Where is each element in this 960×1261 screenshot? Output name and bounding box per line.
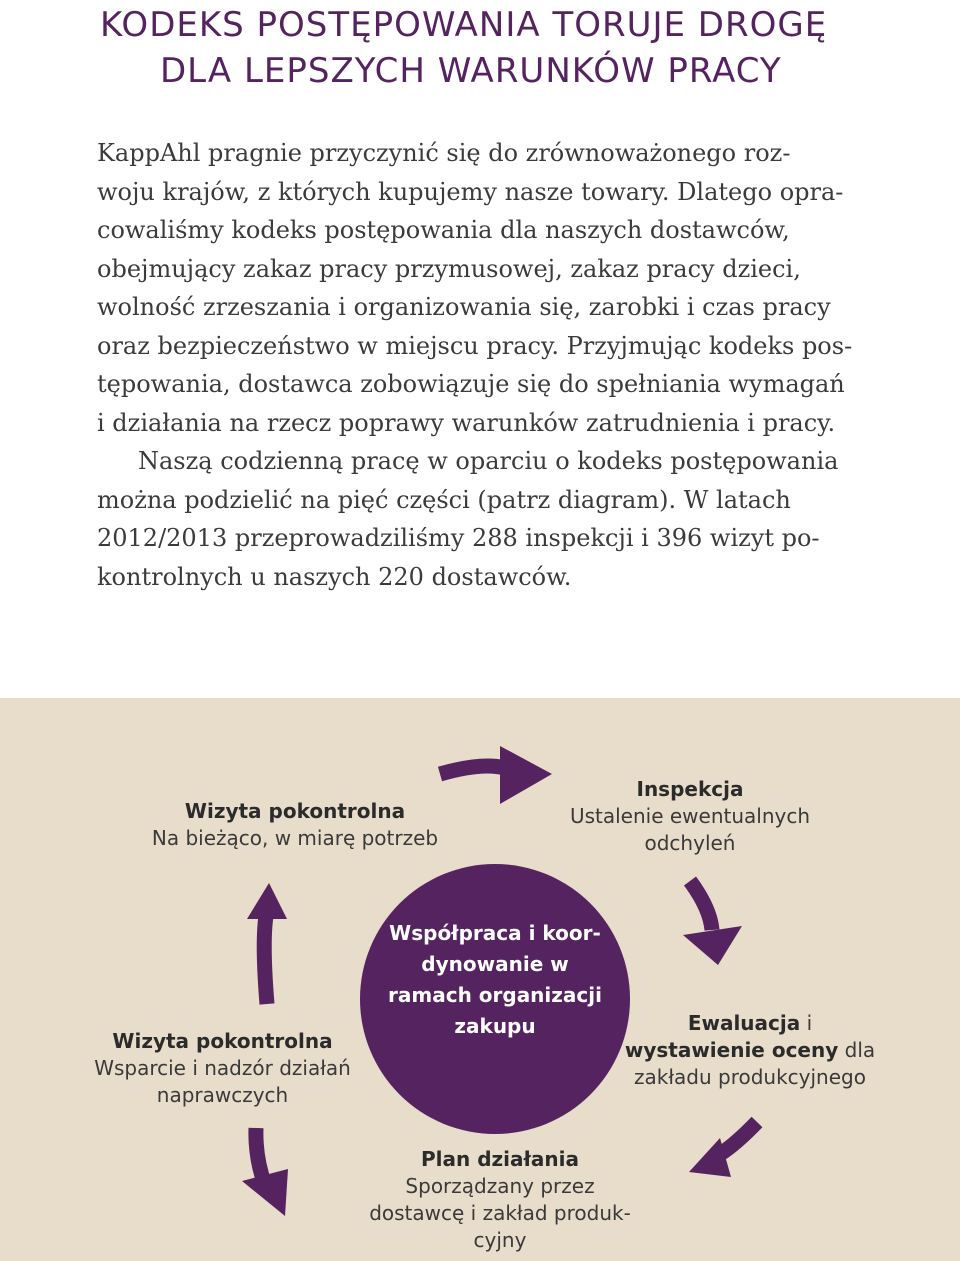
body-line: obejmujący zakaz pracy przymusowej, zakaz pracy dzieci,	[97, 254, 801, 283]
body-line: tępowania, dostawca zobowiązuje się do spełniania wymagań	[97, 370, 845, 398]
page-title-line-2: DLA LEPSZYCH WARUNKÓW PRACY	[160, 51, 782, 91]
node-desc: Wsparcie i nadzór działań	[94, 1056, 351, 1080]
body-line: oraz bezpieczeństwo w miejscu pracy. Przyjmując kodeks pos-	[97, 331, 853, 360]
node-desc: zakładu produkcyjnego	[634, 1065, 866, 1089]
body-line: woju krajów, z których kupujemy nasze towary. Dlatego opra-	[97, 177, 844, 206]
node-desc: Na bieżąco, w miarę potrzeb	[151, 826, 439, 850]
node-desc: naprawczych	[156, 1083, 289, 1107]
center-circle	[360, 864, 630, 1134]
body-line: kontrolnych u naszych 220 dostawców.	[97, 562, 572, 591]
node-desc: dla	[838, 1038, 876, 1062]
center-line: ramach organizacji	[388, 983, 602, 1007]
node-desc: Ustalenie ewentualnych	[569, 804, 811, 828]
node-title: wystawienie oceny	[624, 1038, 839, 1062]
page-title	[100, 2, 827, 94]
node-title: Wizyta pokontrolna	[112, 1029, 333, 1053]
body-paragraphs	[97, 134, 867, 596]
center-line: Współpraca i koor-	[389, 921, 601, 945]
node-title: Inspekcja	[636, 777, 744, 801]
body-line: wolność zrzeszania i organizowania się, zarobki i czas pracy	[97, 293, 831, 321]
node-title: Plan działania	[420, 1147, 580, 1171]
curved-arrow-icon	[242, 1169, 288, 1216]
center-label	[360, 918, 630, 1042]
node-action-plan	[330, 1146, 670, 1254]
node-desc: cyjny	[473, 1228, 527, 1252]
node-desc: i	[800, 1011, 813, 1035]
node-followup-ongoing	[110, 798, 480, 852]
curved-arrow-icon	[264, 916, 267, 1004]
process-diagram	[0, 698, 960, 1261]
node-title: Ewaluacja	[687, 1011, 801, 1035]
curved-arrow-icon	[247, 883, 287, 919]
body-line: Naszą codzienną pracę w oparciu o kodeks postępowania	[138, 447, 839, 475]
node-followup-support	[70, 1028, 375, 1109]
body-line: 2012/2013 przeprowadziliśmy 288 inspekcji i 396 wizyt po-	[97, 524, 820, 552]
body-line: KappAhl pragnie przyczynić się do zrównoważonego roz-	[97, 139, 791, 167]
node-evaluation	[600, 1010, 900, 1091]
curved-arrow-icon	[690, 881, 712, 930]
page-title-line-1: KODEKS POSTĘPOWANIA TORUJE DROGĘ	[100, 5, 828, 45]
body-line: można podzielić na pięć części (patrz diagram). W latach	[97, 485, 791, 514]
center-line: dynowanie w	[421, 952, 569, 976]
node-title: Wizyta pokontrolna	[184, 799, 406, 823]
node-desc: odchyleń	[644, 831, 736, 855]
node-desc: Sporządzany przez	[405, 1174, 595, 1198]
node-inspection	[540, 776, 840, 857]
curved-arrow-icon	[683, 926, 742, 965]
node-desc: dostawcę i zakład produk-	[369, 1201, 631, 1225]
center-line: zakupu	[454, 1014, 536, 1038]
body-line: i działania na rzecz poprawy warunków zatrudnienia i pracy.	[97, 408, 836, 437]
body-line: cowaliśmy kodeks postępowania dla naszych dostawców,	[97, 216, 790, 244]
curved-arrow-icon	[440, 766, 505, 774]
